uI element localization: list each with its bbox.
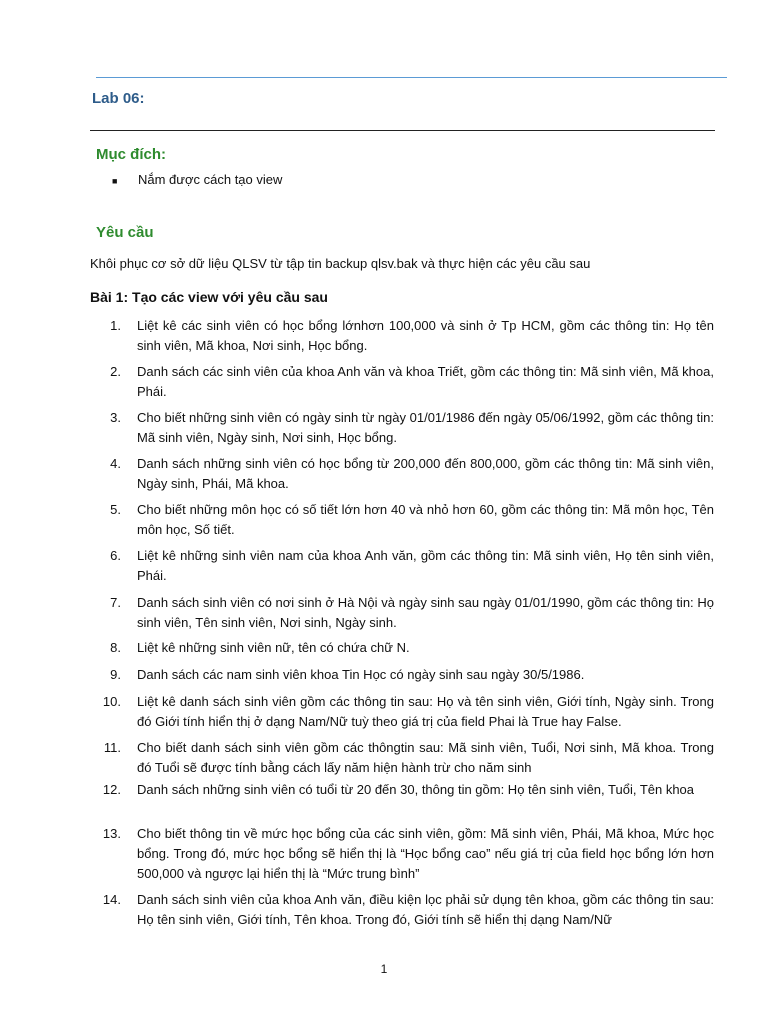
task-text: Liệt kê danh sách sinh viên gồm các thông tin sau: Họ và tên sinh viên, Giới tính, Ngày sinh. Trong đó Giới tính hiển thị ở dạng Nam/Nữ tuỳ theo giá trị của field Phai là True hay False.	[137, 694, 714, 729]
task-number: 6.	[110, 548, 121, 563]
list-item	[96, 692, 714, 732]
task-text: Danh sách sinh viên có nơi sinh ở Hà Nội và ngày sinh sau ngày 01/01/1990, gồm các thông tin: Họ sinh viên, Tên sinh viên, Nơi sinh, Ngày sinh.	[137, 595, 714, 630]
task-number: 4.	[110, 456, 121, 471]
list-item	[96, 454, 714, 494]
task-text: Danh sách các sinh viên của khoa Anh văn và khoa Triết, gồm các thông tin: Mã sinh viên, Mã khoa, Phái.	[137, 364, 714, 399]
task-number: 13.	[102, 826, 121, 841]
task-number: 10.	[102, 694, 121, 709]
header-rule	[96, 77, 727, 78]
list-item	[96, 593, 714, 633]
task-number: 7.	[110, 595, 121, 610]
task-text: Danh sách các nam sinh viên khoa Tin Học có ngày sinh sau ngày 30/5/1986.	[137, 667, 585, 682]
task-number: 2.	[110, 364, 121, 379]
task-number: 12.	[102, 782, 121, 797]
list-item	[96, 408, 714, 448]
task-number: 8.	[110, 640, 121, 655]
list-item	[96, 546, 714, 586]
task-text: Liệt kê các sinh viên có học bổng lớnhơn 100,000 và sinh ở Tp HCM, gồm các thông tin: Họ tên sinh viên, Mã khoa, Nơi sinh, Học bổng.	[137, 318, 714, 353]
list-item	[96, 780, 714, 800]
task-text: Cho biết những môn học có số tiết lớn hơn 40 và nhỏ hơn 60, gồm các thông tin: Mã môn học, Tên môn học, Số tiết.	[137, 502, 714, 537]
list-item	[96, 638, 714, 658]
task-text: Cho biết thông tin về mức học bổng của các sinh viên, gồm: Mã sinh viên, Phái, Mã khoa, Mức học bổng. Trong đó, mức học bổng sẽ hiển thị là “Học bổng cao” nếu giá trị của field học bổng lớn hơn 500,000 và ngược lại hiển thị là “Mức trung bình”	[137, 826, 714, 881]
task-text: Danh sách sinh viên của khoa Anh văn, điều kiện lọc phải sử dụng tên khoa, gồm các thông tin sau: Họ tên sinh viên, Giới tính, Tên khoa. Trong đó, Giới tính sẽ hiển thị dạng Nam/Nữ	[137, 892, 714, 927]
title-underline	[90, 130, 715, 131]
task-number: 14.	[102, 892, 121, 907]
task-text: Liệt kê những sinh viên nam của khoa Anh văn, gồm các thông tin: Mã sinh viên, Họ tên sinh viên, Phái.	[137, 548, 714, 583]
task-text: Cho biết danh sách sinh viên gồm các thôngtin sau: Mã sinh viên, Tuổi, Nơi sinh, Mã khoa. Trong đó Tuổi sẽ được tính bằng cách lấy năm hiện hành trừ cho năm sinh	[137, 740, 714, 775]
list-item	[96, 665, 714, 685]
list-item	[96, 362, 714, 402]
task-number: 9.	[110, 667, 121, 682]
lab-title: Lab 06:	[92, 90, 145, 107]
list-item	[96, 890, 714, 930]
requirements-intro: Khôi phục cơ sở dữ liệu QLSV từ tập tin backup qlsv.bak và thực hiện các yêu cầu sau	[90, 256, 591, 271]
page-number: 1	[380, 962, 388, 976]
list-item	[96, 500, 714, 540]
square-bullet-icon: ■	[112, 176, 118, 186]
task-number: 11.	[103, 740, 121, 755]
list-item	[112, 172, 282, 190]
exercise-title: Bài 1: Tạo các view với yêu cầu sau	[90, 289, 328, 305]
purpose-item-text: Nắm được cách tạo view	[138, 172, 283, 187]
list-item	[96, 738, 714, 778]
task-text: Danh sách những sinh viên có học bổng từ 200,000 đến 800,000, gồm các thông tin: Mã sinh viên, Ngày sinh, Phái, Mã khoa.	[137, 456, 714, 491]
list-item	[96, 824, 714, 884]
task-text: Danh sách những sinh viên có tuổi từ 20 đến 30, thông tin gồm: Họ tên sinh viên, Tuổi, Tên khoa	[137, 782, 695, 797]
purpose-list	[112, 172, 282, 190]
purpose-heading: Mục đích:	[96, 146, 166, 163]
task-text: Cho biết những sinh viên có ngày sinh từ ngày 01/01/1986 đến ngày 05/06/1992, gồm các thông tin: Mã sinh viên, Ngày sinh, Nơi sinh, Học bổng.	[137, 410, 714, 445]
list-item	[96, 316, 714, 356]
task-number: 1.	[110, 318, 121, 333]
task-text: Liệt kê những sinh viên nữ, tên có chứa chữ N.	[137, 640, 410, 655]
task-number: 5.	[110, 502, 121, 517]
requirements-heading: Yêu cầu	[96, 224, 154, 241]
task-number: 3.	[110, 410, 121, 425]
